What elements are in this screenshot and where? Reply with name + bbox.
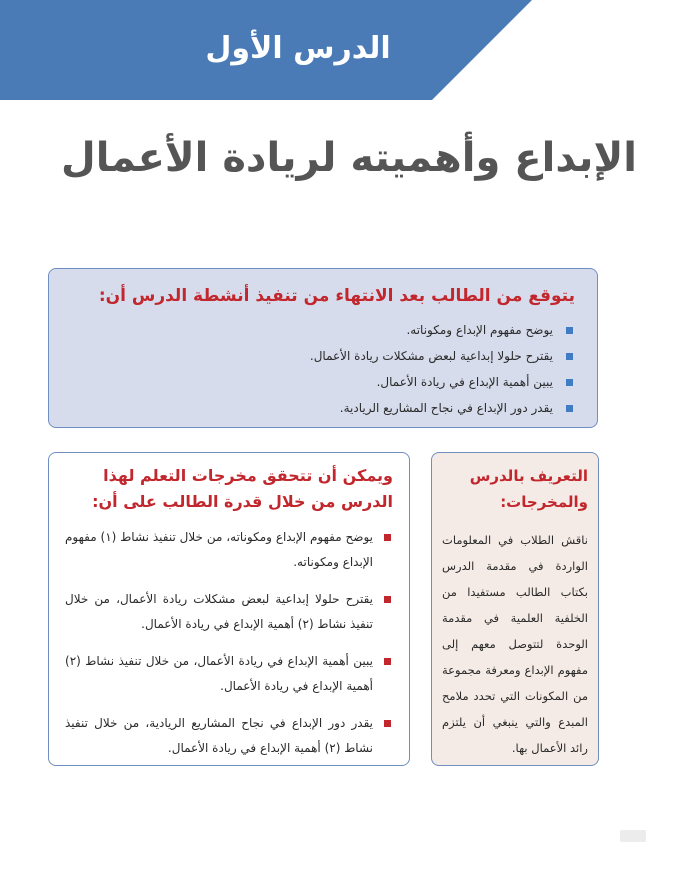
square-bullet-icon xyxy=(384,534,391,541)
intro-box xyxy=(431,452,599,766)
list-item: يقترح حلولا إبداعية لبعض مشكلات ريادة الأعمال. xyxy=(67,343,575,369)
corner-badge xyxy=(620,830,646,842)
objectives-heading: يتوقع من الطالب بعد الانتهاء من تنفيذ أنشطة الدرس أن: xyxy=(98,286,575,306)
outcomes-list xyxy=(65,525,393,761)
list-item: يوضح مفهوم الإبداع ومكوناته، من خلال تنفيذ نشاط (١) مفهوم الإبداع ومكوناته. xyxy=(65,525,393,575)
outcomes-box xyxy=(48,452,410,766)
lesson-label: الدرس الأول xyxy=(205,31,391,66)
list-item: يقدر دور الإبداع في نجاح المشاريع الريادية، من خلال تنفيذ نشاط (٢) أهمية الإبداع في ريادة الأعمال. xyxy=(65,711,393,761)
list-item: يبين أهمية الإبداع في ريادة الأعمال. xyxy=(67,369,575,395)
intro-body: ناقش الطلاب في المعلومات الواردة في مقدمة الدرس بكتاب الطالب مستفيدا من الخلفية العلمية في مقدمة الوحدة لتتوصل معهم إلى مفهوم الإبداع ومعرفة مجموعة من المكونات التي تحدد ملامح المبدع والتي ينبغي أن يلتزم رائد الأعمال بها. xyxy=(442,533,588,755)
square-bullet-icon xyxy=(384,720,391,727)
square-bullet-icon xyxy=(566,379,573,386)
list-item: يبين أهمية الإبداع في ريادة الأعمال، من خلال تنفيذ نشاط (٢) أهمية الإبداع في ريادة الأعمال. xyxy=(65,649,393,699)
square-bullet-icon xyxy=(566,327,573,334)
square-bullet-icon xyxy=(384,658,391,665)
square-bullet-icon xyxy=(566,353,573,360)
outcomes-heading: ويمكن أن تتحقق مخرجات التعلم لهذا الدرس من خلال قدرة الطالب على أن: xyxy=(92,466,393,511)
objectives-box xyxy=(48,268,598,428)
page-title: الإبداع وأهميته لريادة الأعمال xyxy=(61,135,637,181)
list-item: يقترح حلولا إبداعية لبعض مشكلات ريادة الأعمال، من خلال تنفيذ نشاط (٢) أهمية الإبداع في ريادة الأعمال. xyxy=(65,587,393,637)
objectives-list xyxy=(67,317,575,421)
list-item: يوضح مفهوم الإبداع ومكوناته. xyxy=(67,317,575,343)
square-bullet-icon xyxy=(566,405,573,412)
list-item: يقدر دور الإبداع في نجاح المشاريع الريادية. xyxy=(67,395,575,421)
intro-heading: التعريف بالدرس والمخرجات: xyxy=(469,467,588,511)
square-bullet-icon xyxy=(384,596,391,603)
